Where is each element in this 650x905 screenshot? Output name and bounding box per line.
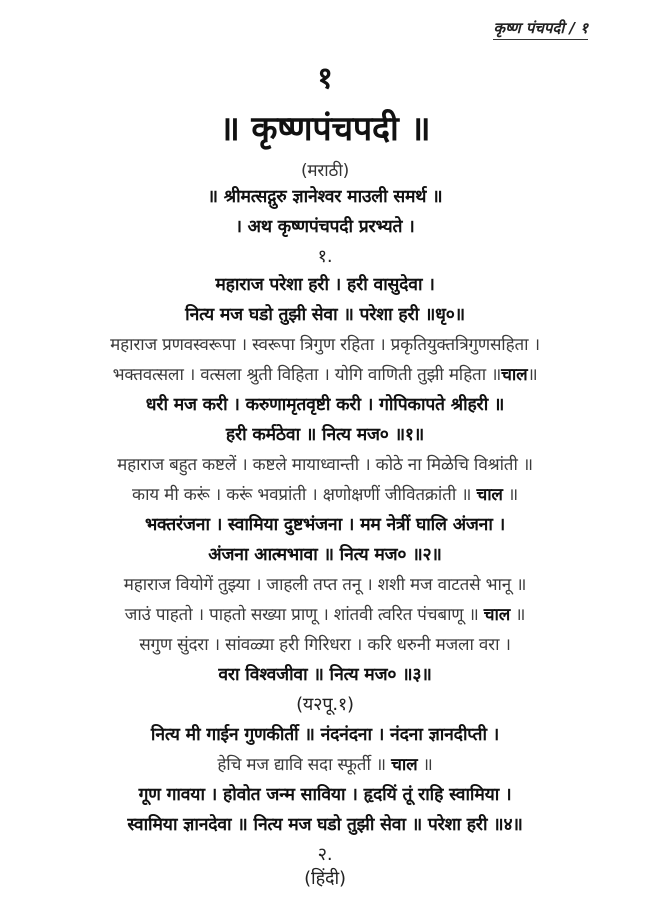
chaal-marker: चाल [501, 365, 528, 385]
section-number: २. [317, 844, 333, 865]
verse-line: गूण गावया । होवोत जन्म साविया । हृदयिं तूं राहि स्वामिया । [138, 785, 512, 805]
verse-line: नित्य मज घडो तुझी सेवा ॥ परेशा हरी ॥धृ०॥ [185, 305, 465, 325]
language-note: (मराठी) [300, 161, 350, 181]
verse-end: ॥ [510, 605, 526, 625]
chaal-marker: चाल [476, 485, 503, 505]
intro-line: । अथ कृष्णपंचपदी प्ररभ्यते । [235, 217, 415, 237]
verse-line: धरी मज करी । करुणामृतवृष्टी करी । गोपिकापते श्रीहरी ॥ [145, 395, 505, 415]
verse-line [0, 752, 650, 775]
verse-line: भक्तरंजना । स्वामिया दुष्टभंजना । मम नेत्रीं घालि अंजना । [144, 515, 506, 535]
verse-end: ॥ [417, 755, 433, 775]
verse-end: ॥ [527, 365, 538, 385]
verse-text: जाउं पाहतो । पाहतो सख्या प्राणू । शांतवी त्वरित पंचबाणू ॥ [124, 605, 484, 625]
verse-line: अंजना आत्मभावा ॥ नित्य मज० ॥२॥ [208, 545, 442, 565]
verse-line: महाराज वियोगें तुझ्या । जाहली तप्त तनू । शशी मज वाटतसे भानू ॥ [123, 575, 527, 595]
chaal-marker: चाल [391, 755, 418, 775]
verse-line: नित्य मी गाईन गुणकीर्ती ॥ नंदनंदना । नंदना ज्ञानदीप्ती । [150, 725, 500, 745]
section-number: १. [317, 246, 333, 267]
invocation: ॥ श्रीमत्सद्गुरु ज्ञानेश्वर माउली समर्थ ॥ [207, 187, 443, 207]
verse-text: भक्तवत्सला । वत्सला श्रुती विहिता । योगि वाणिती तुझी महिता ॥ [112, 365, 502, 385]
verse-line: हरी कर्मठेवा ॥ नित्य मज० ॥१॥ [225, 425, 425, 445]
running-head: कृष्ण पंचपदी / १ [493, 18, 588, 40]
chapter-number: १ [317, 61, 333, 96]
verse-line [0, 362, 650, 385]
verse-line: महाराज प्रणवस्वरूपा । स्वरूपा त्रिगुण रहिता । प्रकृतियुक्तत्रिगुणसहिता । [110, 335, 540, 355]
verse-line: महाराज बहुत कष्टलें । कष्टले मायाध्वान्ती । कोठे ना मिळेचि विश्रांती ॥ [117, 455, 533, 475]
verse-text: काय मी करूं । करूं भवप्रांती । क्षणोक्षणीं जीवितक्रांती ॥ [132, 485, 477, 505]
chaal-marker: चाल [483, 605, 511, 625]
verse-line: महाराज परेशा हरी । हरी वासुदेवा । [215, 275, 435, 295]
verse-line [0, 482, 650, 505]
verse-line [0, 602, 650, 625]
verse-text: हेचि मज द्यावि सदा स्फूर्ती ॥ [217, 755, 392, 775]
verse-line: वरा विश्वजीवा ॥ नित्य मज० ॥३॥ [218, 665, 432, 685]
source-reference: (य२पू.१) [296, 694, 354, 715]
section-language: (हिंदी) [304, 868, 346, 889]
page-title: ॥ कृष्णपंचपदी ॥ [219, 109, 431, 149]
verse-end: ॥ [502, 485, 518, 505]
verse-line: सगुण सुंदरा । सांवळ्या हरी गिरिधरा । करि धरुनी मजला वरा । [139, 635, 511, 655]
verse-line: स्वामिया ज्ञानदेवा ॥ नित्य मज घडो तुझी सेवा ॥ परेशा हरी ॥४॥ [127, 815, 523, 835]
